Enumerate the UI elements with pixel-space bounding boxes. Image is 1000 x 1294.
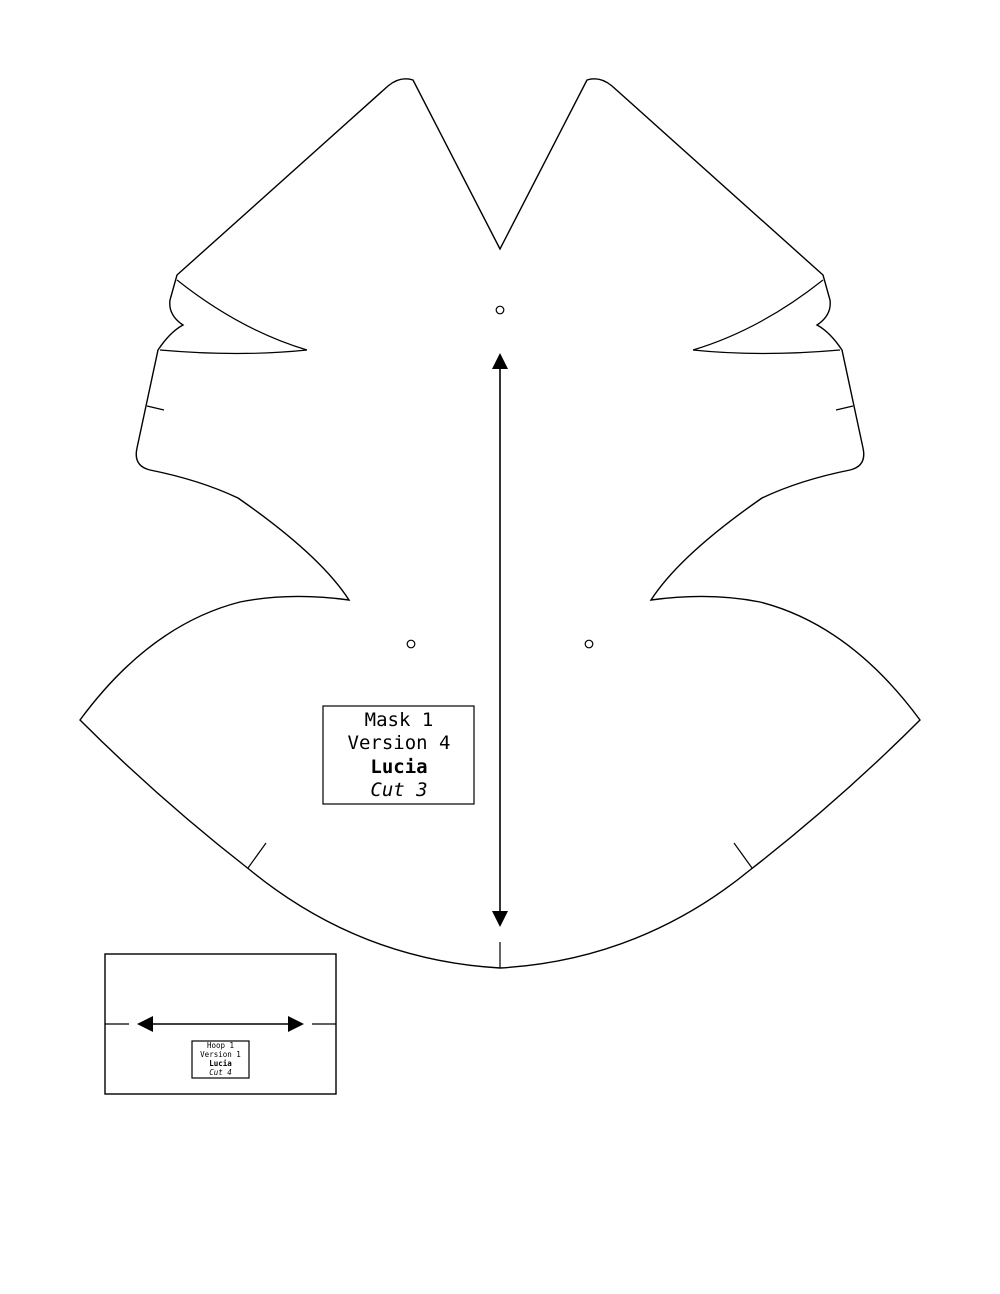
- mask-label-box: [323, 706, 474, 804]
- arrowhead-right-icon: [288, 1016, 304, 1032]
- mask-grainline-arrow: [492, 353, 508, 927]
- left-lower-dart-line: [160, 350, 307, 354]
- hoop-label-box: [192, 1041, 249, 1078]
- right-lower-dart-line: [693, 350, 840, 354]
- right-upper-dart-line: [693, 280, 823, 350]
- mask-label-line-2: Version 4: [347, 732, 451, 754]
- notch-right-side: [836, 406, 853, 410]
- mask-label-line-3: Lucia: [370, 756, 428, 778]
- notch-left-lower: [248, 843, 266, 868]
- mask-pattern-piece: [80, 79, 920, 968]
- hoop-pattern-piece: [105, 954, 336, 1094]
- mask-label-line-1: Mask 1: [364, 709, 434, 731]
- left-upper-dart-line: [177, 280, 307, 350]
- hoop-label-line-3: Lucia: [209, 1059, 232, 1068]
- hoop-label-line-2: Version 1: [200, 1050, 241, 1059]
- punch-hole-top: [496, 306, 504, 314]
- arrowhead-up-icon: [492, 353, 508, 369]
- hoop-grainline-arrow: [137, 1016, 304, 1032]
- notch-right-lower: [734, 843, 752, 868]
- hoop-label-line-4: Cut 4: [209, 1068, 232, 1077]
- hoop-label-line-1: Hoop 1: [206, 1041, 235, 1050]
- punch-hole-left: [407, 640, 415, 648]
- arrowhead-left-icon: [137, 1016, 153, 1032]
- notch-left-side: [147, 406, 164, 410]
- punch-hole-right: [585, 640, 593, 648]
- mask-label-line-4: Cut 3: [370, 779, 428, 801]
- arrowhead-down-icon: [492, 911, 508, 927]
